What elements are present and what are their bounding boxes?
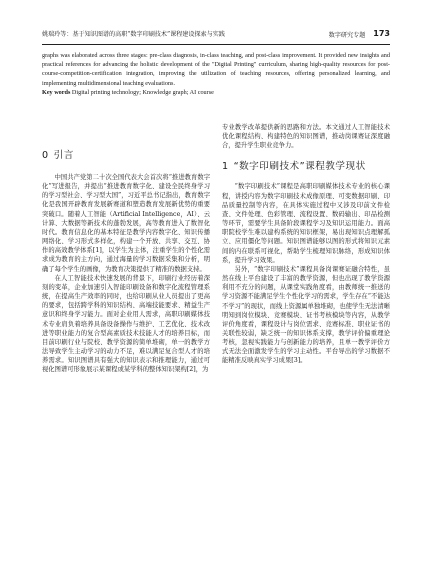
section-title: “数字印刷技术”课程教学现状 — [233, 161, 366, 173]
keywords-line — [42, 88, 390, 97]
header-right — [329, 30, 390, 41]
header-journal-section: 数字研究专题 — [328, 32, 366, 39]
page-number: 173 — [373, 29, 390, 38]
body-paragraph: 另外，“数字印刷技术”课程具备岗课赛证融合特性，虽然在线上平台建设了丰富的教学资源，但也出现了教学资源利用不充分的问题，从课堂实践角度看，由教师统一推送的学习资源不能满足学生个性化学习的需求，学生存在“不能达不学习”的现状，而线上资源属单独堆砌，也使学生无法清晰明知到岗位模块、竞赛模块、证书考核模块等内容，从教学评价角度看，课程设计与岗位需求、竞赛标准、职业证书的关联性较弱，缺乏统一的知识体系支撑，教学评价偏重理论考核，忽视实践能力与创新能力的培养，且单一教学评价方式无法全面激发学生的学习主动性。平台导出的学习数据不能精准反映真实学习成果[3]。 — [222, 265, 390, 365]
abstract-text: graphs was elaborated across three stages: pre-class diagnosis, in-class teaching, and post-class improvement. It provided new insights and practical references for advancing the holistic development of the "Digital Printing" curriculum, sharing high-quality resources for post-course-competition-certification integration, improving the utilization of teaching resources, offering personalized learning, and implementing multidimensional teaching evaluations. — [42, 52, 390, 87]
section-heading-status — [222, 160, 390, 174]
section-number: 1 — [222, 161, 229, 173]
keywords-label: Key words — [42, 89, 71, 97]
body-paragraph: “数字印刷技术”课程是高职印刷媒体技术专业的核心课程，讲授内容为数字印刷技术成像原理、可变数据印刷、印品质量控制等内容，在具体实施过程中又涉及印前文件检查、文件处理、色彩管理、流程设置、数码输出、印品检测等环节，需要学生具备阶段课程学习及知识运用能力。面高职院校学生难以建构系统的知识框架，易出现知识点理解孤立、应用僵化等问题。知识图谱能够以图的形式将知识元素间的内在联系可视化，帮助学生梳理知识脉络，形成知识体系，提升学习效果。 — [222, 183, 390, 264]
body-paragraph: 在人工智能技术快速发展的背景下，印刷行业经历着深刻的变革，企业加速引入智能印刷设备和数字化流程管理系统，在提高生产效率的同时，也给印刷从业人员提出了更高的要求，包括跨学科的知识结构、高端技能要求、精益生产意识和终身学习能力。面对企业用人需求，高职印刷媒体技术专业肩负着培养具备设备操作与维护、工艺优化、技术改进等职业能力的复合型高素质技术技能人才的培养目标，而目前印刷行业与院校、教学资源的简单堆砌，单一的教学方法导致学生主动学习的动力不足，难以满足复合型人才的培养需求。知识图谱具有强大的知识表示和推理能力，通过可视化图谱可形象展示某课程或某学科的整体知识架构[2]，为 — [42, 274, 210, 374]
running-header — [42, 30, 390, 45]
left-column — [42, 141, 210, 374]
continuation-paragraph: 专业教学改革提供新的思路和方法。本文通过人工智能技术优化课程结构、构建特色的知识图谱，推动岗课赛证深度融合，提升学生职业竞争力。 — [222, 124, 390, 150]
header-article-title: 姚瑞玲等：基于知识图谱的高职“数字印刷技术”课程建设探索与实践 — [42, 31, 225, 38]
section-number: 0 — [42, 150, 49, 161]
body-paragraph: 中国共产党第二十次全国代表大会首次将“推进教育数字化”写进报告，并提出“推进教育数字化、建设全民终身学习的学习型社会、学习型大国”，习近平总书记指出，教育数字化是我国开辟教育发展新赛道和塑造教育发展新优势的重要突破口。随着人工智能（Artificial Intelligence，AI）、云计算、大数据等新技术的蓬勃发展，高等教育进入了数智化时代。教育信息化的基本特征是教学内容数字化、知识传播网络化、学习形式多样化，构建一个开放、共享、交互、协作的高效教学体系[1]，以学生为主体，注重学生的个性化需求成为教育的主方向，通过海量的学习数据采集和分析，明确了每个学生的画像，为教育决策提供了精准的数据支持。 — [42, 174, 210, 273]
keywords-text: Digital printing technology; Knowledge graph; AI course — [70, 89, 214, 97]
section-heading-intro — [42, 149, 210, 163]
english-abstract — [42, 51, 390, 98]
right-column — [222, 123, 390, 366]
section-title: 引言 — [53, 150, 74, 161]
